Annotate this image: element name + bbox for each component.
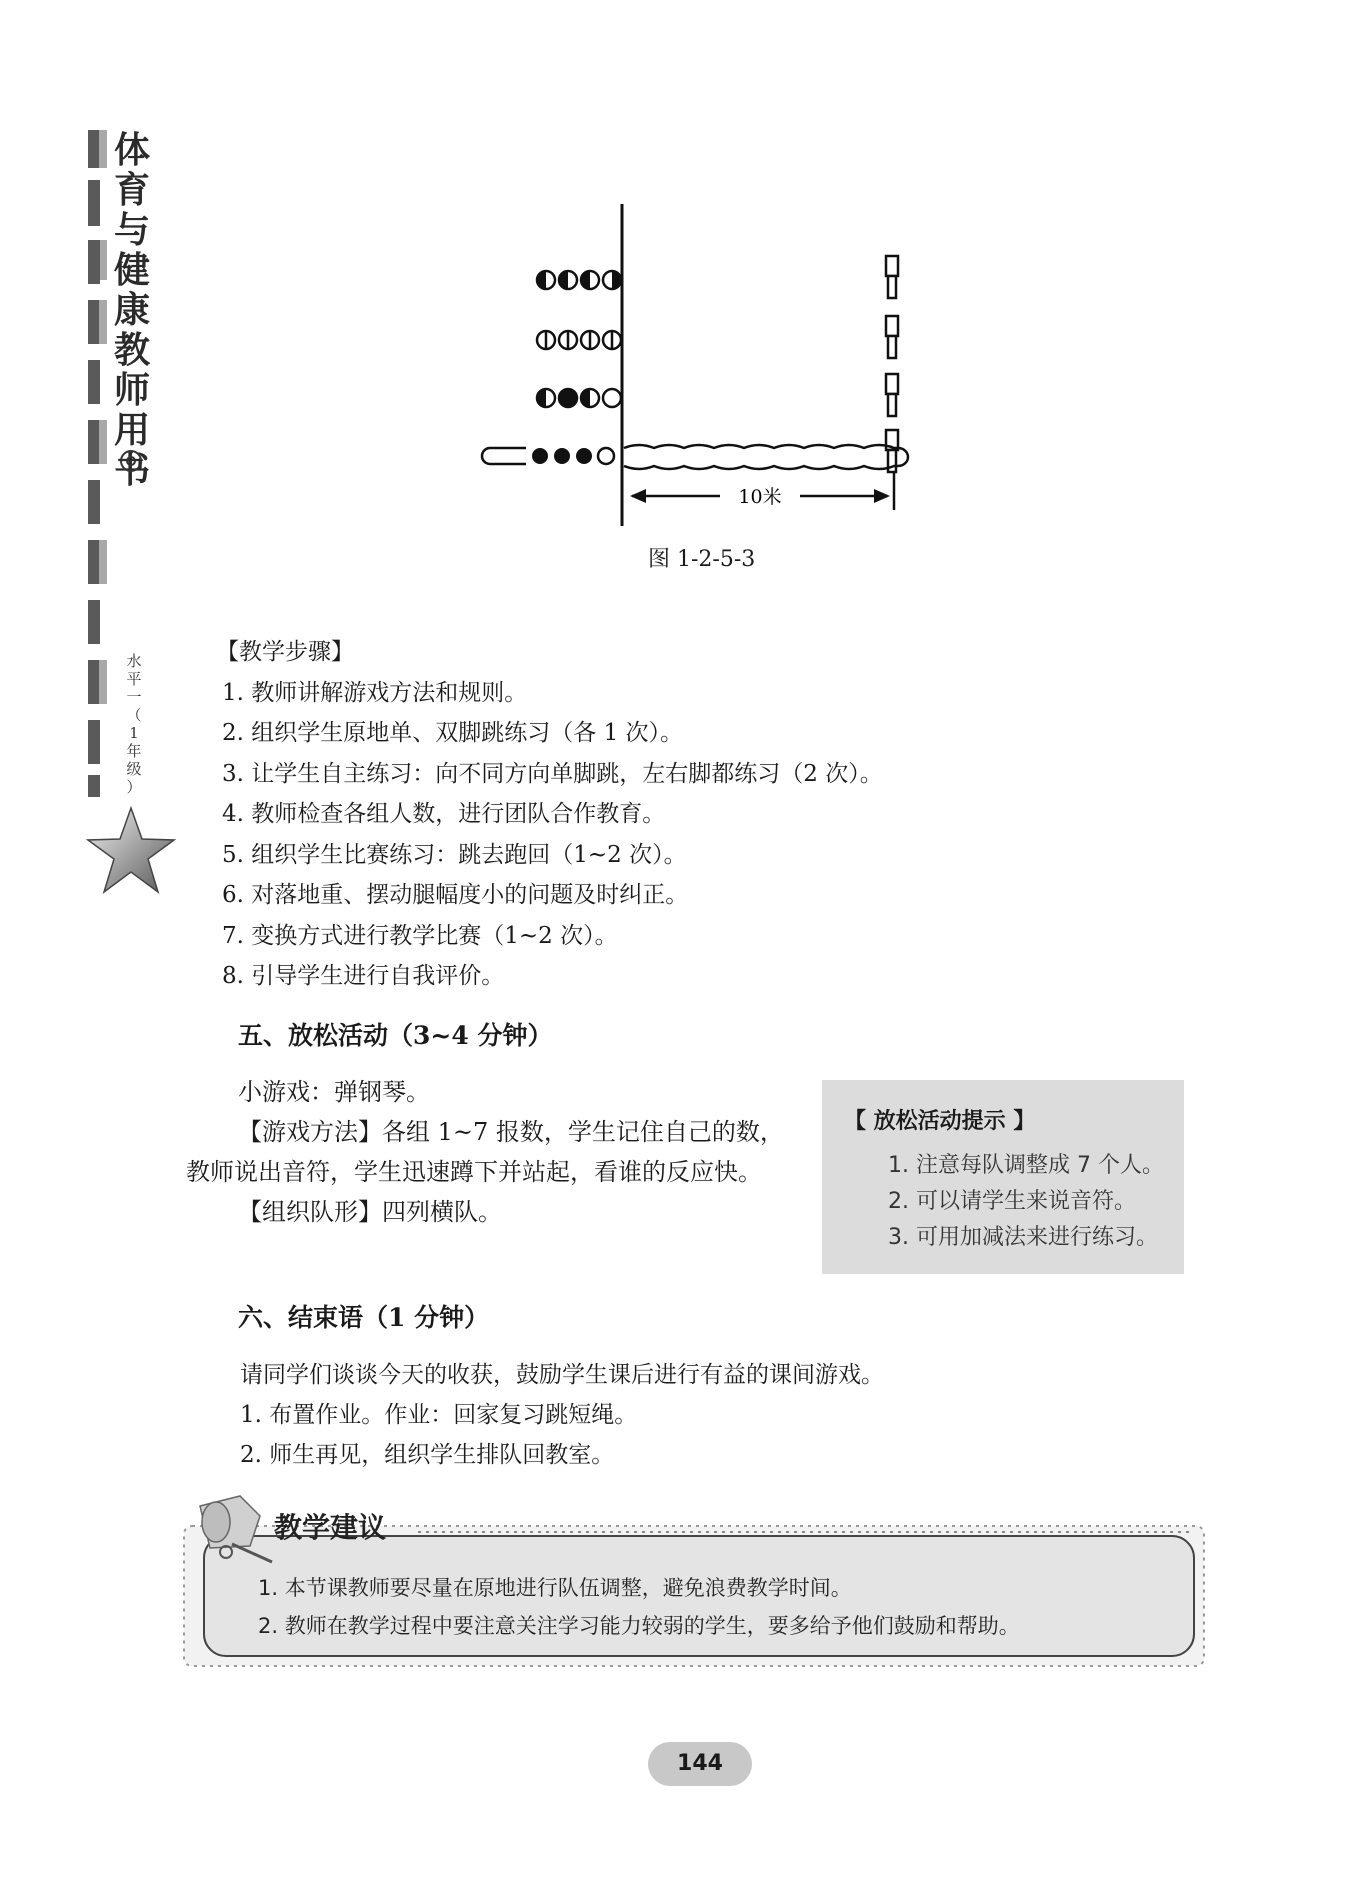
section5-heading: 五、放松活动（3~4 分钟） bbox=[238, 1021, 553, 1050]
level-char: （ bbox=[126, 706, 142, 724]
cone-1 bbox=[886, 256, 898, 298]
step-item: 3. 让学生自主练习：向不同方向单脚跳，左右脚都练习（2 次）。 bbox=[222, 760, 883, 787]
steps-heading: 【教学步骤】 bbox=[216, 639, 354, 665]
book-title bbox=[112, 130, 152, 490]
book-title-char: 育 bbox=[113, 169, 150, 211]
teaching-steps bbox=[216, 632, 883, 997]
cone-2 bbox=[886, 316, 898, 358]
game-formation: 【组织队形】四列横队。 bbox=[238, 1198, 502, 1226]
book-title-char: 用 bbox=[113, 409, 150, 451]
student-row-1 bbox=[537, 271, 621, 289]
book-title-char: 体 bbox=[113, 129, 150, 171]
book-title-char: 与 bbox=[113, 209, 150, 251]
level-char: ） bbox=[126, 778, 142, 796]
advice-title: 教学建议 bbox=[274, 1511, 387, 1544]
student-row-4 bbox=[482, 448, 614, 464]
tip-box bbox=[822, 1080, 1184, 1274]
distance-label: 10米 bbox=[738, 486, 782, 508]
step-item: 4. 教师检查各组人数，进行团队合作教育。 bbox=[222, 801, 666, 827]
step-item: 6. 对落地重、摆动腿幅度小的问题及时纠正。 bbox=[222, 882, 689, 908]
level-label bbox=[124, 652, 144, 796]
student-row-3 bbox=[537, 389, 621, 407]
level-char: 年 bbox=[126, 742, 142, 760]
step-item: 5. 组织学生比赛练习：跳去跑回（1~2 次）。 bbox=[222, 841, 687, 868]
step-item: 7. 变换方式进行教学比赛（1~2 次）。 bbox=[222, 922, 618, 949]
book-title-char: 健 bbox=[113, 249, 150, 291]
step-item: 2. 组织学生原地单、双脚跳练习（各 1 次）。 bbox=[222, 720, 684, 746]
closing-line: 1. 布置作业。作业：回家复习跳短绳。 bbox=[240, 1402, 638, 1428]
advice-item: 1. 本节课教师要尽量在原地进行队伍调整，避免浪费教学时间。 bbox=[258, 1576, 852, 1600]
tip-title: 【 放松活动提示 】 bbox=[844, 1109, 1036, 1134]
page-number: 144 bbox=[648, 1742, 752, 1786]
book-title-char: 康 bbox=[113, 289, 150, 331]
star-icon bbox=[86, 806, 176, 896]
level-char: 1 bbox=[129, 724, 139, 742]
closing-line: 2. 师生再见，组织学生排队回教室。 bbox=[240, 1442, 615, 1468]
game-description bbox=[186, 1072, 796, 1232]
relay-diagram bbox=[470, 198, 930, 528]
closing-line: 请同学们谈谈今天的收获，鼓励学生课后进行有益的课间游戏。 bbox=[240, 1362, 884, 1388]
hop-path bbox=[624, 445, 898, 469]
level-char: 一 bbox=[126, 688, 142, 706]
level-char: 水 bbox=[126, 652, 142, 670]
student-row-2 bbox=[537, 331, 621, 349]
cone-3 bbox=[886, 374, 898, 416]
step-item: 1. 教师讲解游戏方法和规则。 bbox=[222, 679, 528, 706]
figure-caption: 图 1-2-5-3 bbox=[648, 547, 756, 572]
advice-item: 2. 教师在教学过程中要注意关注学习能力较弱的学生，要多给予他们鼓励和帮助。 bbox=[258, 1614, 1020, 1638]
game-method: 【游戏方法】各组 1~7 报数，学生记住自己的数，教师说出音符，学生迅速蹲下并站起，看谁的反应快。 bbox=[186, 1118, 784, 1186]
level-char: 平 bbox=[126, 670, 142, 688]
book-title-char: 师 bbox=[113, 369, 150, 411]
step-item: 8. 引导学生进行自我评价。 bbox=[222, 963, 505, 989]
ring-icon bbox=[120, 450, 142, 472]
book-title-char: 书 bbox=[113, 449, 150, 491]
book-title-char: 教 bbox=[113, 329, 150, 371]
tip-item: 2. 可以请学生来说音符。 bbox=[888, 1189, 1136, 1214]
tip-item: 3. 可用加减法来进行练习。 bbox=[888, 1225, 1158, 1250]
game-name: 小游戏：弹钢琴。 bbox=[238, 1078, 430, 1106]
closing-remarks bbox=[240, 1355, 884, 1475]
level-char: 级 bbox=[126, 760, 142, 778]
section6-heading: 六、结束语（1 分钟） bbox=[238, 1303, 490, 1332]
tip-item: 1. 注意每队调整成 7 个人。 bbox=[888, 1153, 1164, 1178]
